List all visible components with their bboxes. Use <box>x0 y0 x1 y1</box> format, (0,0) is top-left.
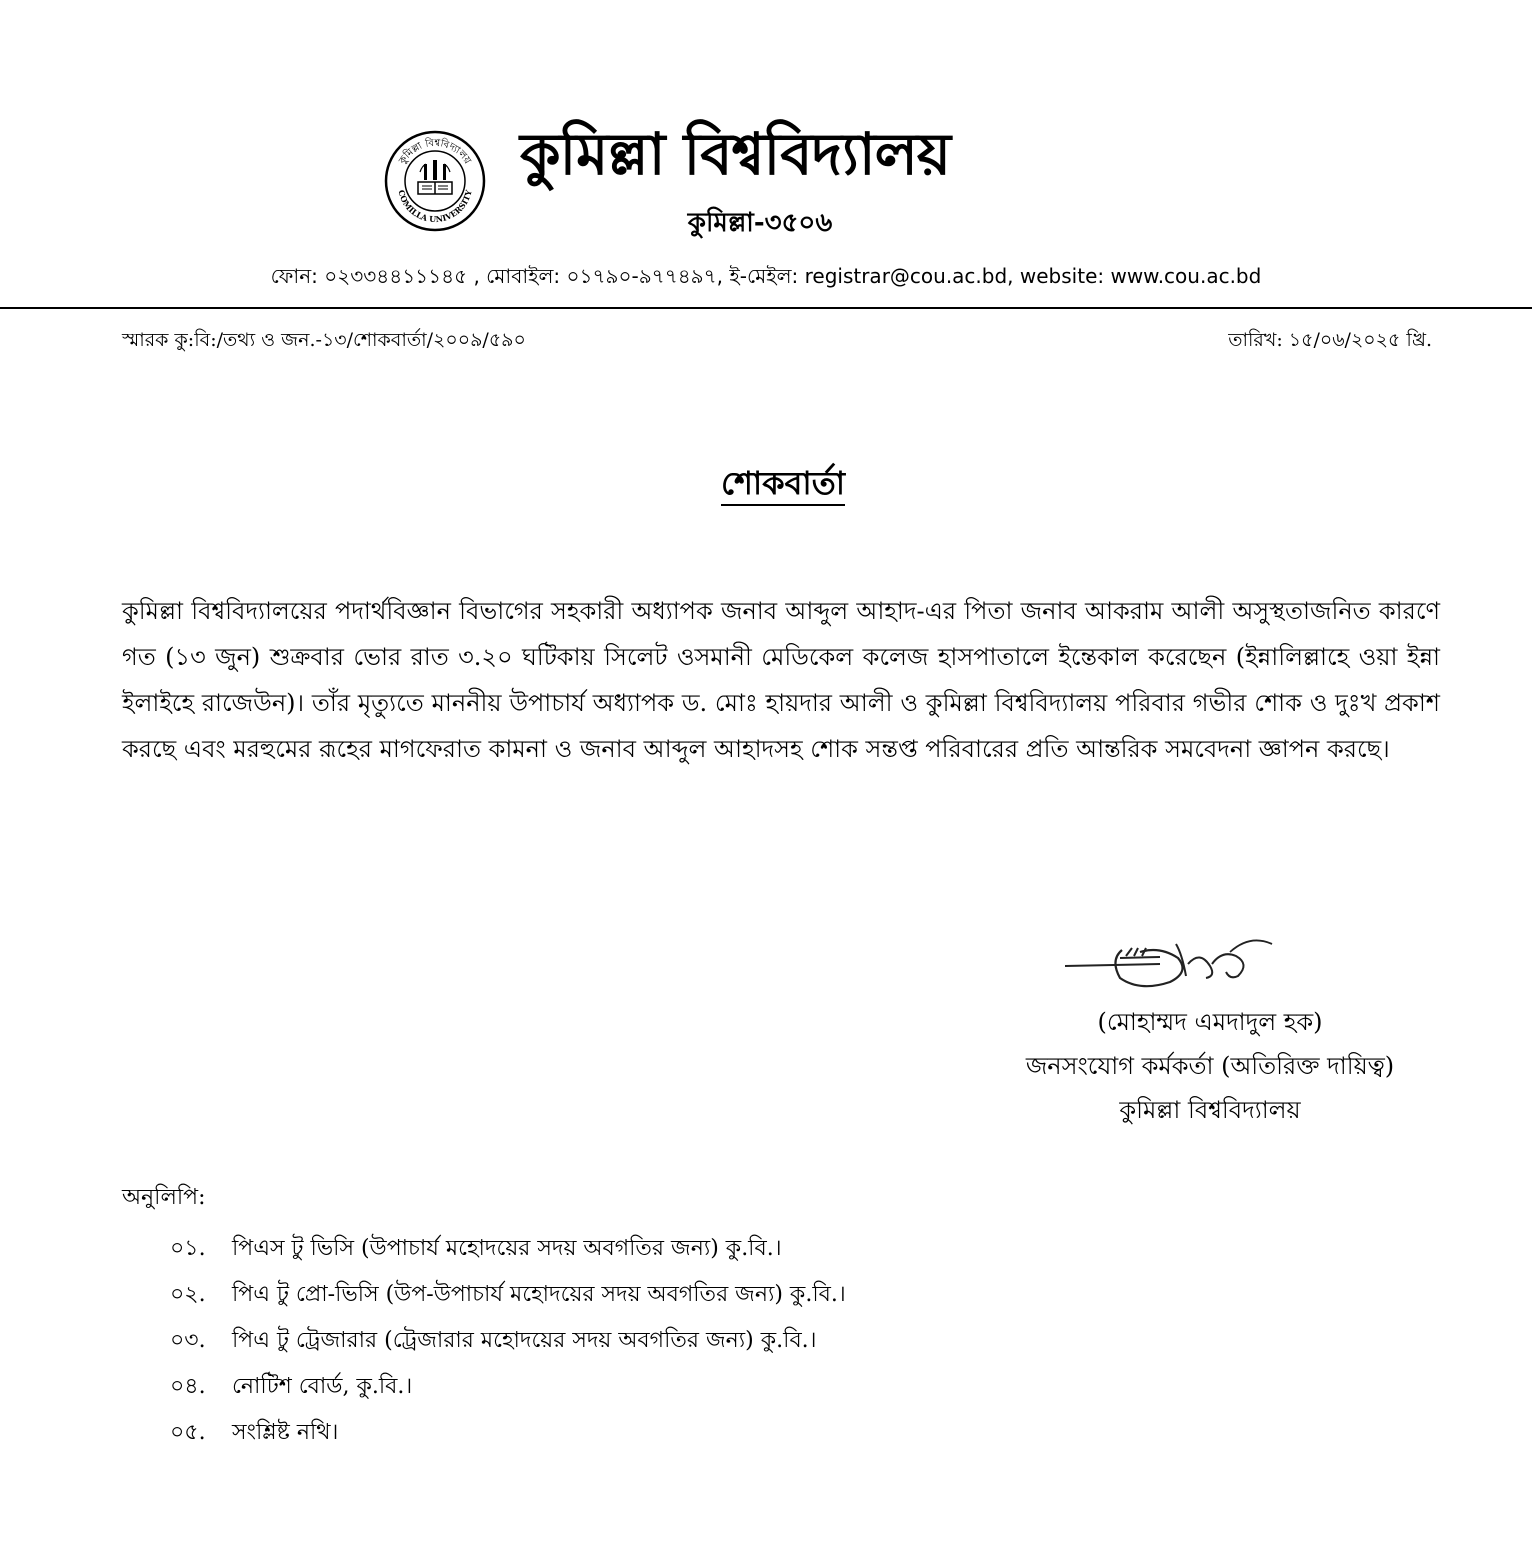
copy-item-text: নোটিশ বোর্ড, কু.বি.। <box>232 1374 413 1399</box>
copies-label: অনুলিপি: <box>122 1185 206 1210</box>
header-divider <box>0 307 1532 309</box>
university-seal <box>382 130 488 232</box>
copies-list <box>170 1226 1170 1456</box>
memo-reference: স্মারক কু:বি:/তথ্য ও জন.-১৩/শোকবার্তা/২০০৯/৫৯০ <box>122 329 526 351</box>
university-title: কুমিল্লা বিশ্ববিদ্যালয় <box>520 120 950 188</box>
svg-text:কুমিল্লা বিশ্ববিদ্যালয়: কুমিল্লা বিশ্ববিদ্যালয় <box>397 137 473 167</box>
copy-item-text: সংশ্লিষ্ট নথি। <box>232 1420 339 1445</box>
copy-item-number: ০৪. <box>170 1374 206 1399</box>
copy-item-number: ০৫. <box>170 1420 206 1445</box>
signatory-organization: কুমিল্লা বিশ্ববিদ্যালয় <box>1119 1096 1301 1124</box>
copy-item-text: পিএ টু প্রো-ভিসি (উপ-উপাচার্য মহোদয়ের সদয় অবগতির জন্য) কু.বি.। <box>232 1282 846 1307</box>
document-title-text: শোকবার্তা <box>721 464 845 506</box>
svg-text:COMILLA UNIVERSITY: COMILLA UNIVERSITY <box>396 188 474 225</box>
signature <box>1060 920 1280 1010</box>
copy-item <box>170 1272 1170 1318</box>
university-city: কুমিল্লা-৩৫০৬ <box>687 208 833 238</box>
signature-graphic <box>1060 920 1280 1010</box>
copy-item-text: পিএ টু ট্রেজারার (ট্রেজারার মহোদয়ের সদয় অবগতির জন্য) কু.বি.। <box>232 1328 817 1353</box>
signature-block <box>960 1000 1460 1132</box>
condolence-paragraph: কুমিল্লা বিশ্ববিদ্যালয়ের পদার্থবিজ্ঞান বিভাগের সহকারী অধ্যাপক জনাব আব্দুল আহাদ-এর পিতা জনাব আকরাম আলী অসুস্থতাজনিত কারণে গত (১৩ জুন) শুক্রবার ভোর রাত ৩.২০ ঘটিকায় সিলেট ওসমানী মেডিকেল কলেজ হাসপাতালে ইন্তেকাল করেছেন (ইন্নালিল্লাহে ওয়া ইন্না ইলাইহে রাজেউন)। তাঁর মৃত্যুতে মাননীয় উপাচার্য অধ্যাপক ড. মোঃ হায়দার আলী ও কুমিল্লা বিশ্ববিদ্যালয় পরিবার গভীর শোক ও দুঃখ প্রকাশ করছে এবং মরহুমের রূহের মাগফেরাত কামনা ও জনাব আব্দুল আহাদসহ শোক সন্তপ্ত পরিবারের প্রতি আন্তরিক সমবেদনা জ্ঞাপন করছে। <box>122 597 1441 763</box>
copy-item-number: ০২. <box>170 1282 206 1307</box>
signatory-name: (মোহাম্মদ এমদাদুল হক) <box>1097 1008 1323 1036</box>
signatory-designation: জনসংযোগ কর্মকর্তা (অতিরিক্ত দায়িত্ব) <box>1025 1052 1395 1080</box>
copy-item-number: ০৩. <box>170 1328 206 1353</box>
copy-item <box>170 1364 1170 1410</box>
copy-item-number: ০১. <box>170 1236 206 1261</box>
copy-item <box>170 1410 1170 1456</box>
university-seal-graphic <box>382 130 488 232</box>
contact-line: ফোন: ০২৩৩৪৪১১১৪৫ , মোবাইল: ০১৭৯০-৯৭৭৪৯৭, ই-মেইল: registrar@cou.ac.bd, website: www.cou.ac.bd <box>270 264 1262 288</box>
copy-item-text: পিএস টু ভিসি (উপাচার্য মহোদয়ের সদয় অবগতির জন্য) কু.বি.। <box>232 1236 782 1261</box>
document-title <box>0 458 1532 512</box>
memo-date: তারিখ: ১৫/০৬/২০২৫ খ্রি. <box>1228 329 1432 351</box>
copy-item <box>170 1226 1170 1272</box>
copy-item <box>170 1318 1170 1364</box>
